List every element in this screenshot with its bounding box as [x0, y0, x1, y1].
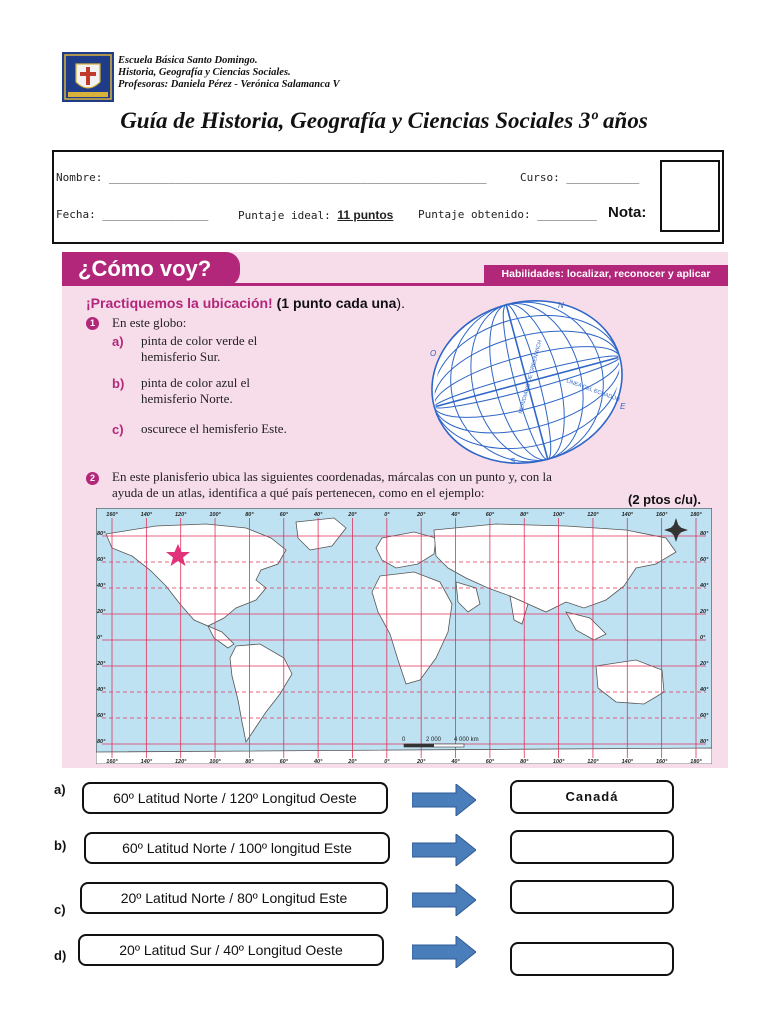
q1-item-b-letter: b) [112, 376, 125, 391]
answer-letter: b) [54, 838, 67, 853]
teachers-name: Profesoras: Daniela Pérez - Verónica Salamanca V [118, 79, 340, 90]
arrow-right-icon [412, 784, 476, 816]
name-field[interactable]: Nombre: _________________________________________________________ [56, 171, 487, 184]
q1-item-a-line1: pinta de color verde el [141, 333, 258, 348]
coordinate-box: 20º Latitud Norte / 80º Longitud Este [80, 882, 388, 914]
longitude-label-top: 100° [552, 512, 565, 518]
q1-item-a [141, 333, 257, 365]
longitude-label-bottom: 100° [552, 759, 565, 764]
longitude-label-bottom: 20° [348, 759, 357, 764]
longitude-label-bottom: 60° [279, 759, 288, 764]
ideal-score-value: 11 puntos [337, 208, 394, 222]
practice-points: (1 punto cada una [276, 295, 397, 311]
longitude-label-top: 0° [384, 512, 390, 518]
longitude-label-bottom: 160° [655, 759, 668, 764]
question-2-number: 2 [86, 472, 99, 485]
q1-item-a-line2: hemisferio Sur. [141, 349, 221, 364]
question-2-text [112, 469, 552, 501]
latitude-label-left: 0° [97, 635, 103, 641]
arrow-shape [412, 784, 476, 816]
globe-equator-label: LÍNEA DEL ECUADOR [565, 378, 621, 404]
latitude-label-right: 40° [700, 687, 709, 693]
guide-title: Guía de Historia, Geografía y Ciencias Sociales 3º años [120, 108, 648, 133]
answer-letter: c) [54, 902, 66, 917]
arrow-shape [412, 936, 476, 968]
practice-heading [86, 295, 405, 311]
arrow-right-icon [412, 834, 476, 866]
q1-item-b-line1: pinta de color azul el [141, 375, 251, 390]
longitude-label-top: 180° [690, 512, 702, 518]
latitude-label-left: 60° [97, 557, 106, 563]
latitude-label-right: 40° [700, 583, 709, 589]
question-2-points: (2 ptos c/u). [628, 492, 701, 507]
arrow-shape [412, 884, 476, 916]
longitude-label-top: 80° [520, 512, 529, 518]
date-field[interactable]: Fecha: ________________ [56, 208, 209, 221]
globe-north-label: N [558, 301, 564, 310]
latitude-label-right: 20° [700, 609, 709, 615]
answer-box-b[interactable] [510, 830, 674, 864]
scale-label-4000: 4 000 km [454, 737, 479, 743]
globe-west-label: O [430, 349, 437, 358]
coordinate-box: 60º Latitud Norte / 120º Longitud Oeste [82, 782, 388, 814]
longitude-label-bottom: 80° [245, 759, 254, 764]
q1-item-c-letter: c) [112, 422, 124, 437]
scale-label-0: 0 [402, 737, 406, 743]
latitude-label-left: 80° [97, 739, 106, 745]
longitude-label-top: 120° [175, 512, 187, 518]
longitude-label-top: 60° [485, 512, 495, 518]
longitude-label-bottom: 100° [209, 759, 221, 764]
latitude-label-left: 40° [97, 687, 106, 693]
answer-box-a[interactable]: Canadá [510, 780, 674, 814]
answer-box-d[interactable] [510, 942, 674, 976]
practice-title: ¡Practiquemos la ubicación! [86, 295, 273, 311]
arrow-shape [412, 834, 476, 866]
latitude-label-right: 80° [700, 531, 709, 537]
longitude-label-bottom: 60° [485, 759, 495, 764]
longitude-label-bottom: 120° [175, 759, 187, 764]
question-1-number: 1 [86, 317, 99, 330]
school-info [118, 55, 340, 91]
longitude-label-bottom: 140° [140, 759, 153, 764]
scale-label-2000: 2 000 [426, 737, 442, 743]
answer-letter: a) [54, 782, 66, 797]
q1-item-b [141, 375, 250, 407]
latitude-label-right: 0° [700, 635, 706, 641]
longitude-label-top: 160° [655, 512, 668, 518]
activity-tab-title: ¿Cómo voy? [62, 252, 240, 286]
longitude-label-bottom: 0° [384, 759, 390, 764]
longitude-label-top: 20° [417, 512, 426, 518]
q1-item-c-line1: oscurece el hemisferio Este. [141, 421, 287, 436]
longitude-label-top: 80° [245, 512, 254, 518]
longitude-label-bottom: 80° [520, 759, 529, 764]
longitude-label-top: 140° [140, 512, 153, 518]
answer-box-c[interactable] [510, 880, 674, 914]
latitude-label-right: 20° [700, 661, 709, 667]
question-2-line1: En este planisferio ubica las siguientes coordenadas, márcalas con un punto y, con la [112, 469, 552, 484]
latitude-label-left: 20° [97, 609, 106, 615]
q1-item-b-line2: hemisferio Norte. [141, 391, 233, 406]
globe-east-label: E [620, 402, 626, 411]
globe-south-label: S [510, 457, 516, 466]
q1-item-a-letter: a) [112, 334, 124, 349]
longitude-label-bottom: 120° [587, 759, 599, 764]
school-logo [62, 52, 114, 102]
latitude-label-left: 40° [97, 583, 106, 589]
grade-label: Nota: [608, 204, 647, 221]
world-map[interactable] [96, 508, 712, 764]
longitude-label-bottom: 20° [417, 759, 426, 764]
longitude-label-top: 160° [106, 512, 118, 518]
latitude-label-left: 80° [97, 531, 106, 537]
question-2-line2: ayuda de un atlas, identifica a qué país pertenecen, como en el ejemplo: [112, 485, 485, 500]
ideal-score-label: Puntaje ideal: [238, 209, 338, 222]
ideal-score [238, 208, 393, 222]
latitude-label-right: 80° [700, 739, 709, 745]
longitude-label-bottom: 140° [621, 759, 633, 764]
longitude-label-bottom: 160° [106, 759, 118, 764]
subject-name: Historia, Geografía y Ciencias Sociales. [118, 67, 291, 78]
longitude-label-bottom: 40° [313, 759, 323, 764]
longitude-label-bottom: 180° [690, 759, 702, 764]
answer-letter: d) [54, 948, 67, 963]
arrow-right-icon [412, 884, 476, 916]
student-info-box [52, 150, 724, 244]
coordinate-box: 60º Latitud Norte / 100º longitud Este [84, 832, 390, 864]
latitude-label-right: 60° [700, 557, 709, 563]
longitude-label-top: 40° [313, 512, 323, 518]
latitude-label-left: 60° [97, 713, 106, 719]
school-name: Escuela Básica Santo Domingo. [118, 55, 258, 66]
longitude-label-top: 40° [451, 512, 460, 518]
longitude-label-top: 60° [279, 512, 288, 518]
obtained-score-field[interactable]: Puntaje obtenido: _________ [418, 208, 597, 221]
longitude-label-top: 100° [209, 512, 221, 518]
globe-diagram[interactable] [424, 296, 630, 468]
grade-box[interactable] [660, 160, 720, 232]
q1-item-c [141, 421, 287, 437]
course-field[interactable]: Curso: ___________ [520, 171, 640, 184]
practice-close: ). [396, 295, 405, 311]
longitude-label-top: 140° [621, 512, 633, 518]
longitude-label-top: 20° [348, 512, 357, 518]
globe-meridian-label: MERIDIANO DE GREENWICH [518, 339, 544, 415]
question-1-intro: En este globo: [112, 315, 187, 330]
coordinate-box: 20º Latitud Sur / 40º Longitud Oeste [78, 934, 384, 966]
skills-banner: Habilidades: localizar, reconocer y aplicar [484, 265, 728, 283]
longitude-label-top: 120° [587, 512, 599, 518]
arrow-right-icon [412, 936, 476, 968]
longitude-label-bottom: 40° [451, 759, 460, 764]
latitude-label-right: 60° [700, 713, 709, 719]
latitude-label-left: 20° [97, 661, 106, 667]
